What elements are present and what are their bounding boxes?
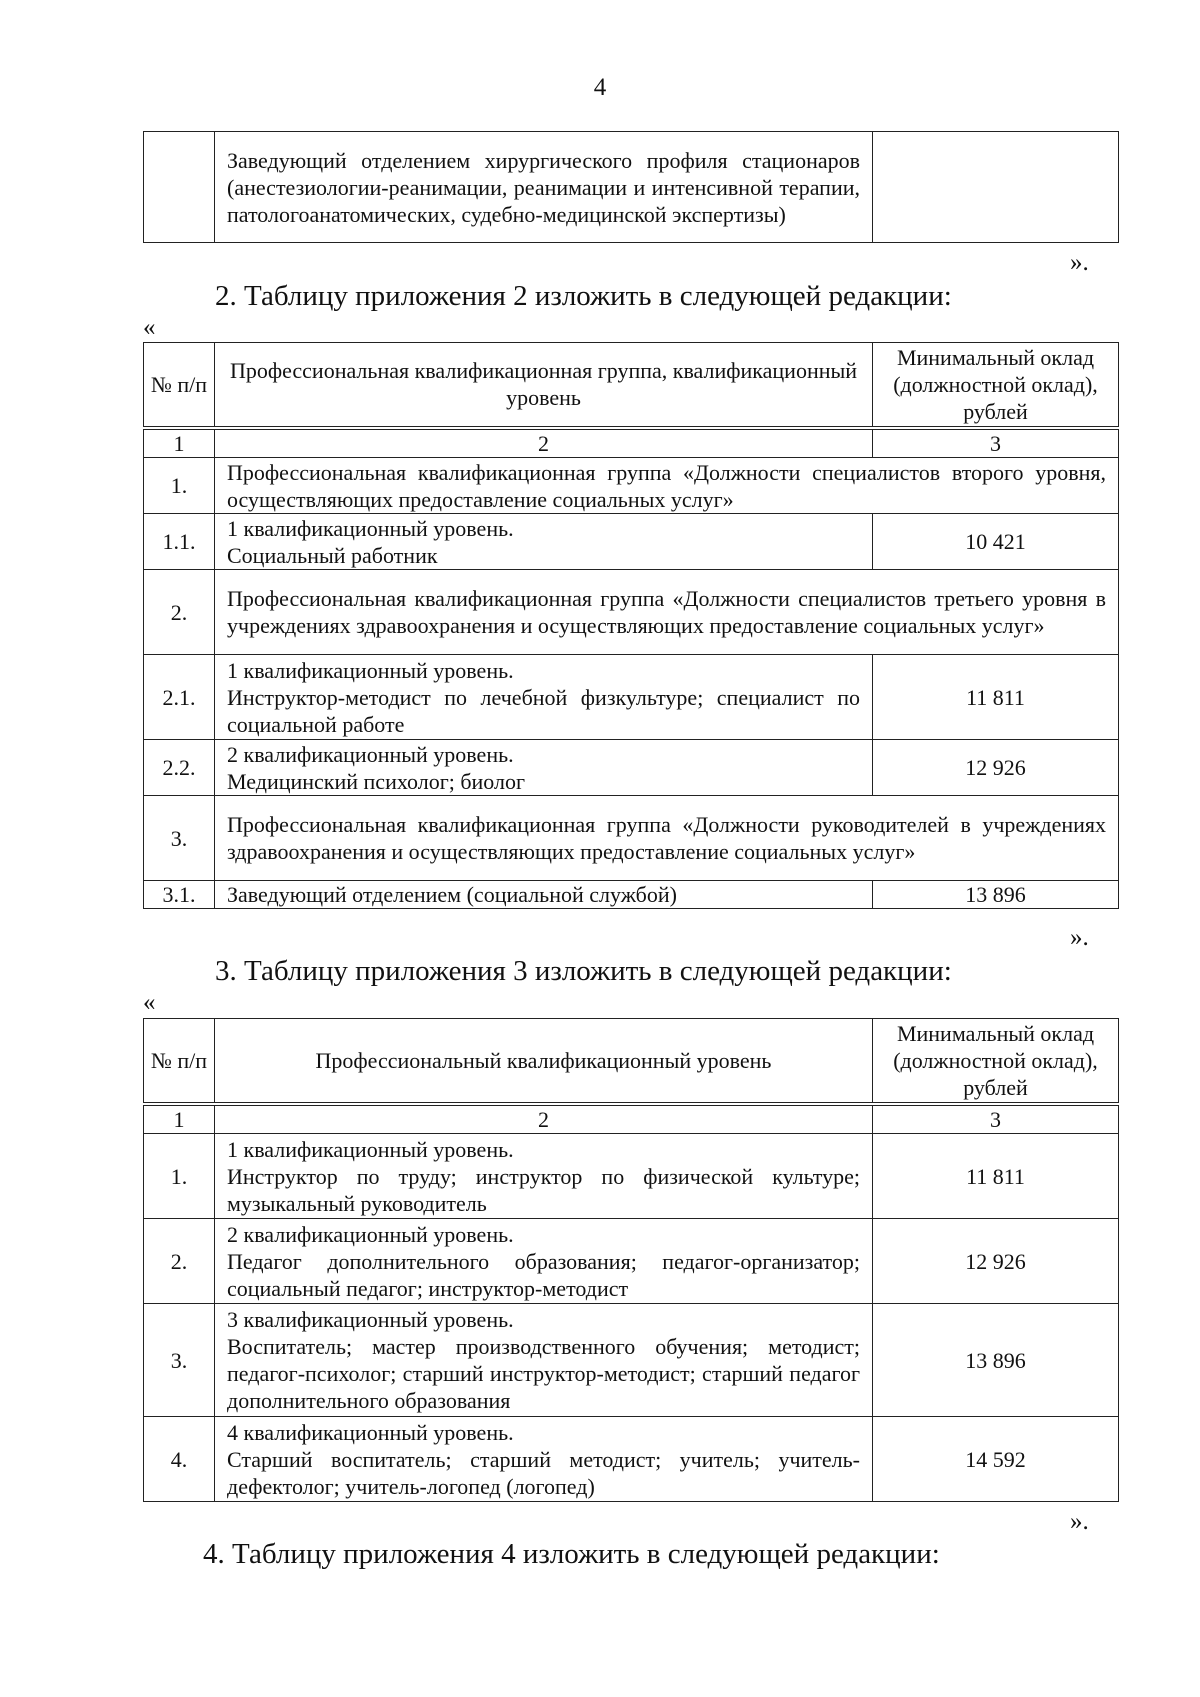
table-row <box>144 1417 1119 1502</box>
row-text <box>215 1304 873 1417</box>
index-cell: 3 <box>873 1104 1119 1134</box>
positions-text: Заведующий отделением (социальной службой) <box>215 881 873 909</box>
table-index-row <box>144 428 1119 458</box>
header-salary: Минимальный оклад (должностной оклад), рублей <box>873 1019 1119 1104</box>
section3-heading: 3. Таблицу приложения 3 изложить в следующей редакции: <box>215 955 952 987</box>
table-header-row <box>144 1019 1119 1104</box>
row-text: Заведующий отделением хирургического профиля стационаров (анестезиологии-реанимации, реанимации и интенсивной терапии, патологоанатомических, судебно-медицинской экспертизы) <box>215 132 873 243</box>
row-number: 1. <box>144 458 215 514</box>
level-label: 4 квалификационный уровень. <box>227 1419 514 1445</box>
row-text <box>215 1417 873 1502</box>
row-value: 14 592 <box>873 1417 1119 1502</box>
row-value: 12 926 <box>873 740 1119 796</box>
row-value: 10 421 <box>873 514 1119 570</box>
row-text <box>215 1134 873 1219</box>
table-appendix-3 <box>143 1018 1119 1502</box>
row-number <box>144 132 215 243</box>
table-row <box>144 1134 1119 1219</box>
row-number: 1.1. <box>144 514 215 570</box>
group-text: Профессиональная квалификационная группа «Должности руководителей в учреждениях здравоохранения и осуществляющих предоставление социальных услуг» <box>215 796 1119 881</box>
row-number: 2. <box>144 570 215 655</box>
row-text <box>215 1219 873 1304</box>
positions-text: Инструктор по труду; инструктор по физической культуре; музыкальный руководитель <box>227 1163 860 1216</box>
row-number: 2.1. <box>144 655 215 740</box>
page-number: 4 <box>593 74 607 101</box>
index-cell: 2 <box>215 428 873 458</box>
opening-quote: « <box>143 314 156 341</box>
index-cell: 1 <box>144 428 215 458</box>
level-label: 2 квалификационный уровень. <box>227 1221 514 1247</box>
row-number: 2.2. <box>144 740 215 796</box>
section4-heading: 4. Таблицу приложения 4 изложить в следующей редакции: <box>203 1538 940 1570</box>
positions-text: Воспитатель; мастер производственного обучения; методист; педагог-психолог; старший инструктор-методист; старший педагог дополнительного образования <box>227 1334 860 1413</box>
table-appendix-2 <box>143 342 1119 909</box>
table-index-row <box>144 1104 1119 1134</box>
group-row <box>144 796 1119 881</box>
index-cell: 1 <box>144 1104 215 1134</box>
closing-quote: ». <box>1070 249 1089 276</box>
table-row <box>144 1219 1119 1304</box>
row-value <box>873 132 1119 243</box>
header-number: № п/п <box>144 1019 215 1104</box>
row-value: 13 896 <box>873 881 1119 909</box>
positions-text: Старший воспитатель; старший методист; учитель; учитель-дефектолог; учитель-логопед (логопед) <box>227 1446 860 1499</box>
table-header-row <box>144 343 1119 428</box>
row-number: 2. <box>144 1219 215 1304</box>
group-text: Профессиональная квалификационная группа «Должности специалистов третьего уровня в учреждениях здравоохранения и осуществляющих предоставление социальных услуг» <box>215 570 1119 655</box>
row-number: 3. <box>144 1304 215 1417</box>
positions-text: Инструктор-методист по лечебной физкультуре; специалист по социальной работе <box>227 684 860 737</box>
closing-quote: ». <box>1070 924 1089 951</box>
table-row <box>144 881 1119 909</box>
row-value: 12 926 <box>873 1219 1119 1304</box>
group-text: Профессиональная квалификационная группа «Должности специалистов второго уровня, осуществляющих предоставление социальных услуг» <box>215 458 1119 514</box>
level-label: 1 квалификационный уровень. <box>227 657 514 683</box>
level-label: 3 квалификационный уровень. <box>227 1307 514 1332</box>
level-label: 1 квалификационный уровень. <box>227 515 514 541</box>
index-cell: 2 <box>215 1104 873 1134</box>
header-salary: Минимальный оклад (должностной оклад), рублей <box>873 343 1119 428</box>
row-value: 11 811 <box>873 655 1119 740</box>
table-row <box>144 514 1119 570</box>
row-text <box>215 655 873 740</box>
row-text <box>215 514 873 570</box>
row-number: 3.1. <box>144 881 215 909</box>
closing-quote: ». <box>1070 1508 1089 1535</box>
table-row <box>144 740 1119 796</box>
group-row <box>144 458 1119 514</box>
index-cell: 3 <box>873 428 1119 458</box>
header-group: Профессиональная квалификационная группа, квалификационный уровень <box>215 343 873 428</box>
table-row <box>144 655 1119 740</box>
table-continuation <box>143 131 1119 243</box>
positions-text: Медицинский психолог; биолог <box>227 768 526 794</box>
row-number: 4. <box>144 1417 215 1502</box>
header-level: Профессиональный квалификационный уровень <box>215 1019 873 1104</box>
header-number: № п/п <box>144 343 215 428</box>
row-number: 1. <box>144 1134 215 1219</box>
row-value: 11 811 <box>873 1134 1119 1219</box>
row-value: 13 896 <box>873 1304 1119 1417</box>
opening-quote: « <box>143 989 156 1016</box>
group-row <box>144 570 1119 655</box>
section2-heading: 2. Таблицу приложения 2 изложить в следующей редакции: <box>215 280 952 312</box>
positions-text: Педагог дополнительного образования; педагог-организатор; социальный педагог; инструктор-методист <box>227 1248 860 1301</box>
row-text <box>215 740 873 796</box>
level-label: 1 квалификационный уровень. <box>227 1136 514 1162</box>
table-row <box>144 1304 1119 1417</box>
row-number: 3. <box>144 796 215 881</box>
table-row <box>144 132 1119 243</box>
positions-text: Социальный работник <box>227 542 438 568</box>
level-label: 2 квалификационный уровень. <box>227 741 514 767</box>
